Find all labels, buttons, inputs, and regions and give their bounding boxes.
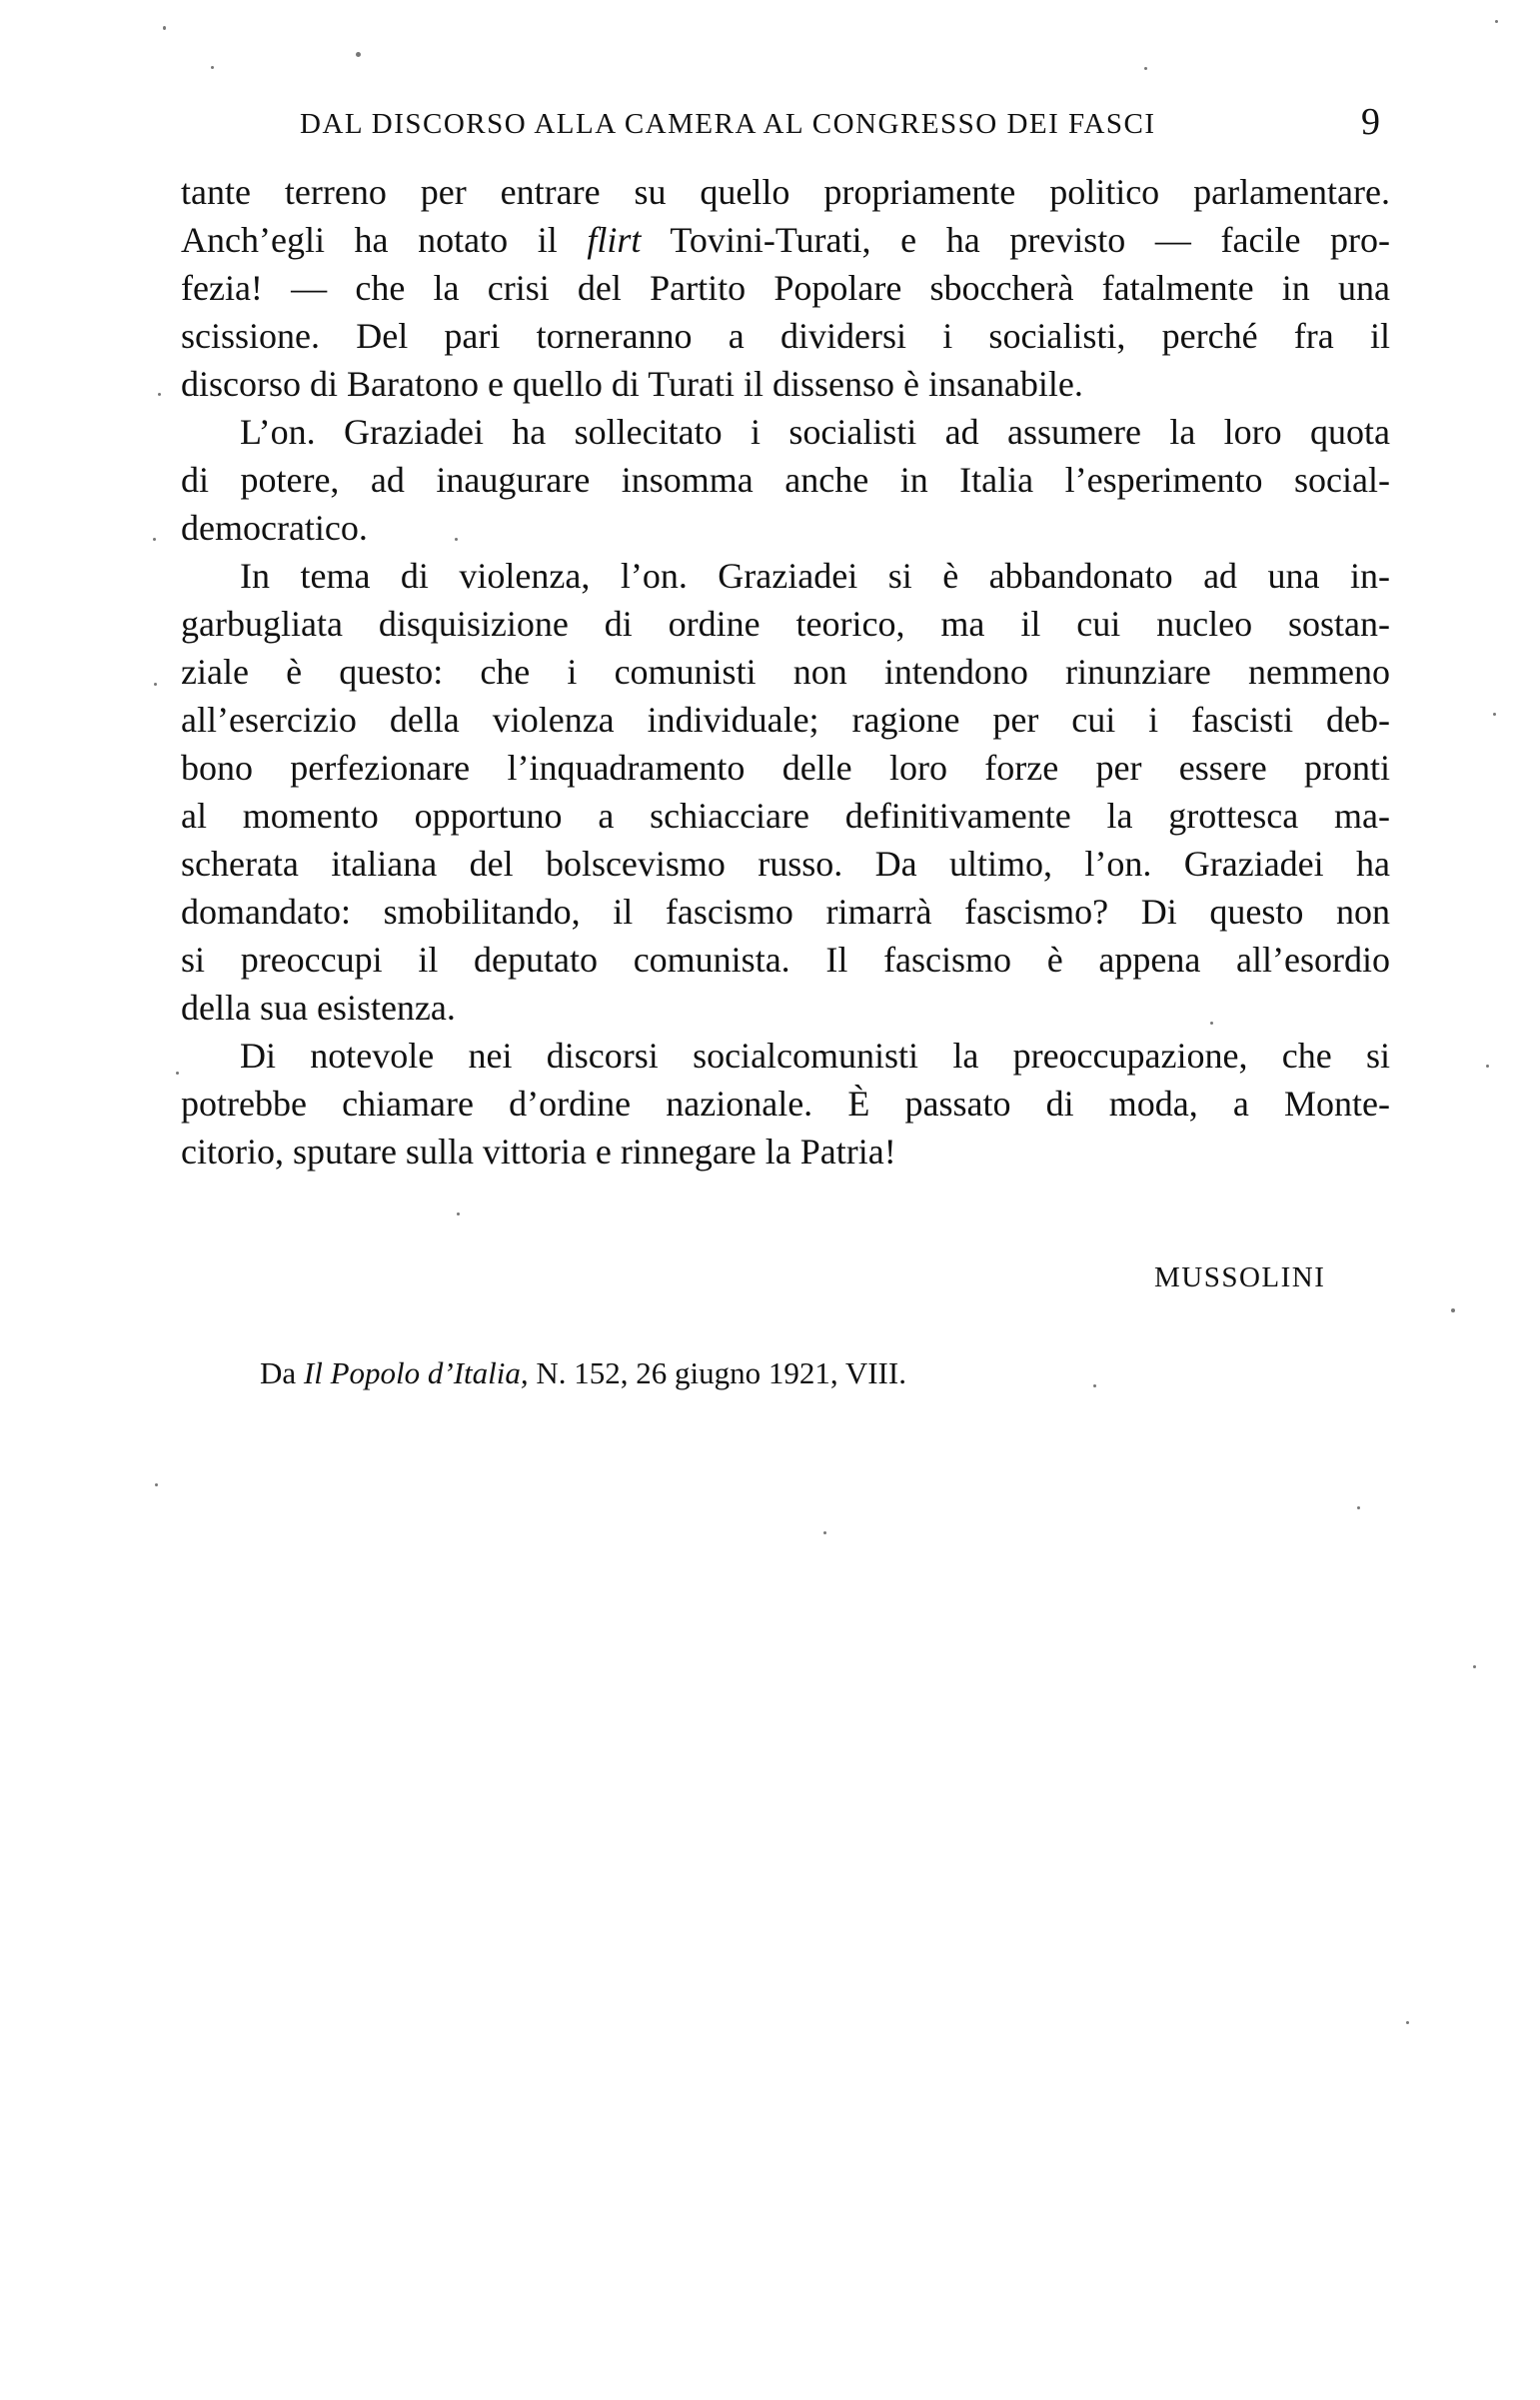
scan-speck bbox=[1486, 1065, 1489, 1068]
scan-speck bbox=[153, 538, 156, 541]
body-text bbox=[181, 168, 1390, 1176]
text-line: In tema di violenza, l’on. Graziadei si è abbandonato ad una in- bbox=[240, 556, 1390, 596]
scan-speck bbox=[1210, 1022, 1213, 1025]
scan-speck bbox=[1473, 1665, 1476, 1668]
scan-speck bbox=[1493, 713, 1496, 716]
scan-speck bbox=[1451, 1308, 1455, 1312]
text-segment: Anch’egli ha notato il bbox=[181, 220, 588, 260]
text-line: garbugliata disquisizione di ordine teorico, ma il cui nucleo sostan- bbox=[181, 604, 1390, 644]
scan-speck bbox=[1357, 1506, 1360, 1509]
text-line: discorso di Baratono e quello di Turati il dissenso è insanabile. bbox=[181, 364, 1083, 404]
running-title: DAL DISCORSO ALLA CAMERA AL CONGRESSO DEI FASCI bbox=[300, 108, 1156, 140]
text-line: della sua esistenza. bbox=[181, 988, 456, 1028]
text-line: scherata italiana del bolscevismo russo. Da ultimo, l’on. Graziadei ha bbox=[181, 844, 1390, 884]
scan-speck bbox=[356, 52, 361, 57]
text-line: L’on. Graziadei ha sollecitato i socialisti ad assumere la loro quota bbox=[240, 412, 1390, 452]
text-line: Di notevole nei discorsi socialcomunisti la preoccupazione, che si bbox=[240, 1036, 1390, 1076]
scan-speck bbox=[823, 1531, 826, 1534]
scan-speck bbox=[211, 66, 214, 69]
scan-speck bbox=[1495, 20, 1498, 23]
scan-speck bbox=[1093, 1384, 1096, 1387]
scan-speck bbox=[457, 1212, 460, 1215]
text-line: tante terreno per entrare su quello propriamente politico parlamentare. bbox=[181, 172, 1390, 212]
author-signature: MUSSOLINI bbox=[1154, 1261, 1326, 1293]
text-line: si preoccupi il deputato comunista. Il fascismo è appena all’esordio bbox=[181, 940, 1390, 980]
text-line: citorio, sputare sulla vittoria e rinnegare la Patria! bbox=[181, 1132, 896, 1172]
source-prefix: Da bbox=[260, 1355, 304, 1390]
scan-speck bbox=[1406, 2021, 1409, 2024]
text-line: domandato: smobilitando, il fascismo rimarrà fascismo? Di questo non bbox=[181, 892, 1390, 932]
text-line: scissione. Del pari torneranno a dividersi i socialisti, perché fra il bbox=[181, 316, 1390, 356]
text-line: democratico. bbox=[181, 508, 368, 548]
scan-speck bbox=[163, 26, 166, 30]
page-number: 9 bbox=[1361, 101, 1380, 143]
scan-speck bbox=[455, 538, 458, 541]
source-publication: Il Popolo d’Italia, bbox=[303, 1355, 529, 1390]
text-line: bono perfezionare l’inquadramento delle loro forze per essere pronti bbox=[181, 748, 1390, 788]
text-line: al momento opportuno a schiacciare definitivamente la grottesca ma- bbox=[181, 796, 1390, 836]
text-line: fezia! — che la crisi del Partito Popolare sboccherà fatalmente in una bbox=[181, 268, 1390, 308]
scan-speck bbox=[158, 393, 161, 396]
scan-speck bbox=[154, 683, 157, 686]
source-citation bbox=[260, 1355, 906, 1391]
scan-speck bbox=[176, 1072, 179, 1075]
text-line: ziale è questo: che i comunisti non intendono rinunziare nemmeno bbox=[181, 652, 1390, 692]
text-line: potrebbe chiamare d’ordine nazionale. È passato di moda, a Monte- bbox=[181, 1084, 1390, 1124]
scan-speck bbox=[155, 1483, 158, 1486]
source-details: N. 152, 26 giugno 1921, VIII. bbox=[528, 1355, 906, 1390]
text-line: di potere, ad inaugurare insomma anche in Italia l’esperimento social- bbox=[181, 460, 1390, 500]
text-segment: Tovini-Turati, e ha previsto — facile pro- bbox=[641, 220, 1391, 260]
italic-word: flirt bbox=[587, 220, 642, 260]
text-line bbox=[181, 216, 1390, 264]
text-line: all’esercizio della violenza individuale; ragione per cui i fascisti deb- bbox=[181, 700, 1390, 740]
scan-speck bbox=[1144, 67, 1147, 70]
